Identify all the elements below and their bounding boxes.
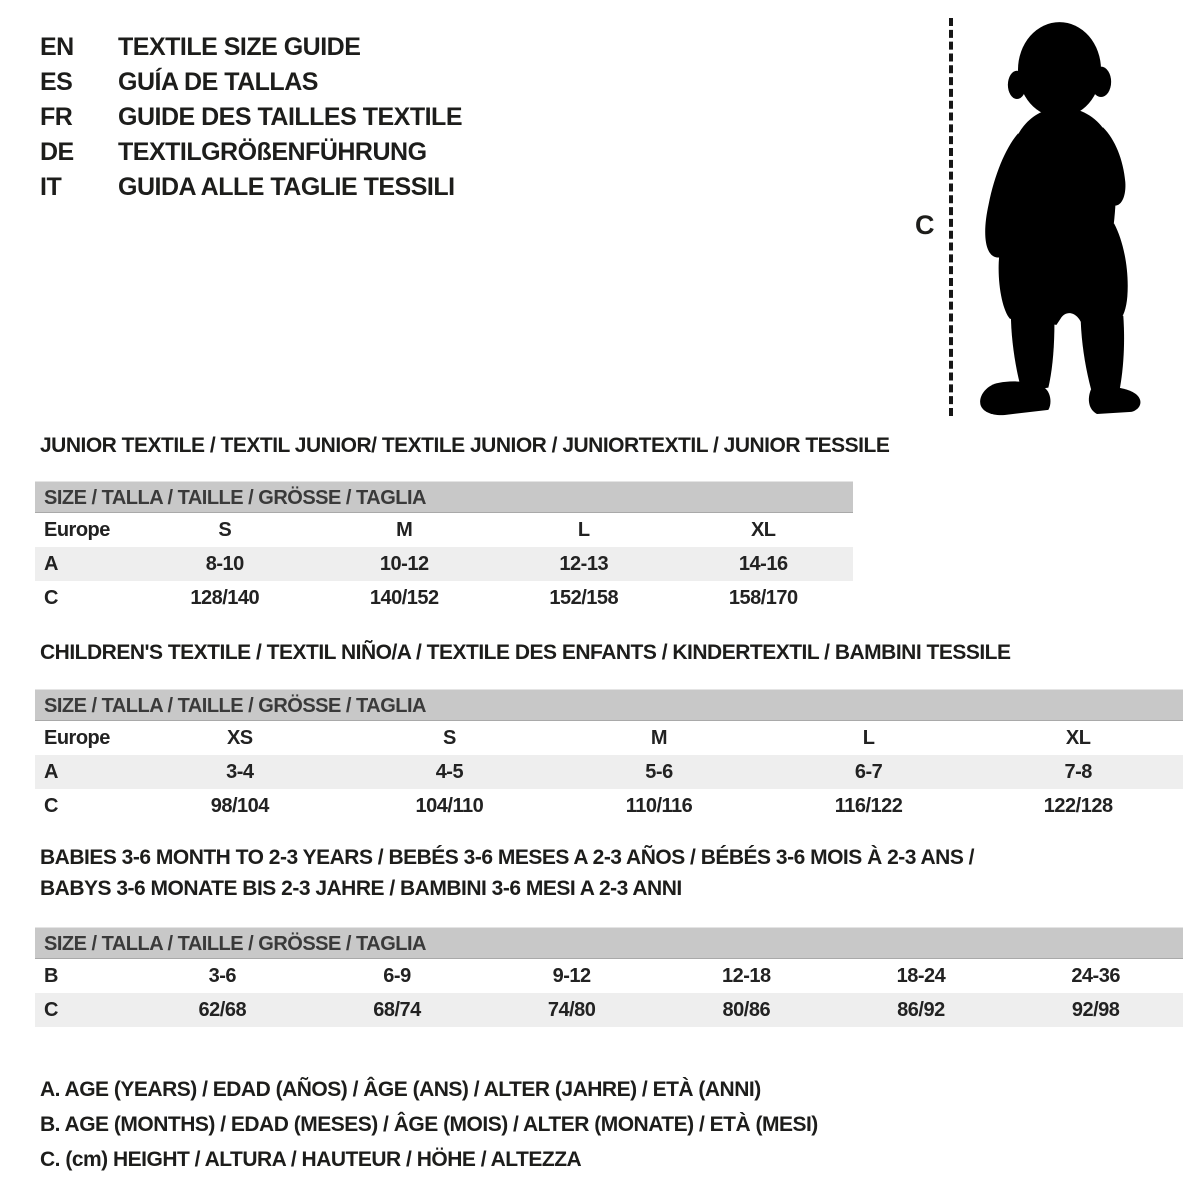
table-cell: 116/122 xyxy=(834,794,903,817)
table-cell: 128/140 xyxy=(190,586,260,609)
language-code: DE xyxy=(40,138,74,166)
table-row xyxy=(35,513,853,547)
legend-line-a: A. AGE (YEARS) / EDAD (AÑOS) / ÂGE (ANS) / ALTER (JAHRE) / ETÀ (ANNI) xyxy=(40,1078,761,1101)
table-row xyxy=(35,993,1183,1027)
table-cell: 18-24 xyxy=(896,964,946,987)
language-code: ES xyxy=(40,68,73,96)
size-table-children xyxy=(35,721,1183,823)
size-header-bar: SIZE / TALLA / TAILLE / GRÖSSE / TAGLIA xyxy=(35,927,1183,959)
size-header-bar: SIZE / TALLA / TAILLE / GRÖSSE / TAGLIA xyxy=(35,481,853,513)
table-cell: 6-9 xyxy=(383,964,411,987)
table-cell: 3-4 xyxy=(226,760,254,783)
table-row xyxy=(35,547,853,581)
size-table-babies xyxy=(35,959,1183,1027)
language-row xyxy=(40,65,462,100)
table-cell: 6-7 xyxy=(854,760,883,783)
height-dashed-line xyxy=(949,18,953,416)
language-code: FR xyxy=(40,103,73,131)
size-table-junior xyxy=(35,513,853,615)
section-title-children: CHILDREN'S TEXTILE / TEXTIL NIÑO/A / TEXTILE DES ENFANTS / KINDERTEXTIL / BAMBINI TESSILE xyxy=(40,641,1011,664)
table-cell: 104/110 xyxy=(415,794,484,817)
language-code: IT xyxy=(40,173,62,201)
table-cell: 8-10 xyxy=(205,552,244,575)
legend-line-c: C. (cm) HEIGHT / ALTURA / HAUTEUR / HÖHE / ALTEZZA xyxy=(40,1148,582,1171)
legend-line-b: B. AGE (MONTHS) / EDAD (MESES) / ÂGE (MOIS) / ALTER (MONATE) / ETÀ (MESI) xyxy=(40,1113,818,1136)
table-cell: 92/98 xyxy=(1071,998,1120,1021)
table-cell: XL xyxy=(1065,726,1091,749)
table-cell: 110/116 xyxy=(625,794,693,817)
row-label: A xyxy=(44,760,58,783)
table-cell: 12-18 xyxy=(721,964,771,987)
table-cell: 98/104 xyxy=(210,794,269,817)
table-cell: M xyxy=(650,726,668,749)
table-cell: 3-6 xyxy=(208,964,237,987)
table-cell: 24-36 xyxy=(1071,964,1120,987)
table-cell: 80/86 xyxy=(722,998,771,1021)
row-label: Europe xyxy=(44,726,110,749)
table-cell: 14-16 xyxy=(738,552,788,575)
section-title-junior: JUNIOR TEXTILE / TEXTIL JUNIOR/ TEXTILE JUNIOR / JUNIORTEXTIL / JUNIOR TESSILE xyxy=(40,434,890,457)
table-cell: 5-6 xyxy=(645,760,673,783)
row-label: C xyxy=(44,998,58,1021)
table-row xyxy=(35,581,853,615)
table-cell: 62/68 xyxy=(198,998,247,1021)
height-measure-label: C xyxy=(915,210,935,240)
table-cell: 12-13 xyxy=(559,552,609,575)
table-cell: 9-12 xyxy=(552,964,591,987)
table-cell: L xyxy=(577,518,590,541)
language-row xyxy=(40,30,462,65)
table-row xyxy=(35,789,1183,823)
table-cell: XL xyxy=(750,518,776,541)
table-cell: 140/152 xyxy=(369,586,439,609)
table-cell: XS xyxy=(226,726,253,749)
row-label: C xyxy=(44,586,58,609)
table-cell: 152/158 xyxy=(549,586,619,609)
table-cell: 158/170 xyxy=(728,586,798,609)
table-cell: L xyxy=(862,726,875,749)
table-cell: 7-8 xyxy=(1064,760,1092,783)
table-cell: S xyxy=(442,726,456,749)
guide-title: GUIDE DES TAILLES TEXTILE xyxy=(118,103,463,131)
section-title-babies-line2: BABYS 3-6 MONATE BIS 2-3 JAHRE / BAMBINI 3-6 MESI A 2-3 ANNI xyxy=(40,877,682,900)
row-label: Europe xyxy=(44,518,110,541)
table-cell: S xyxy=(218,518,232,541)
table-cell: 74/80 xyxy=(547,998,596,1021)
size-header-bar: SIZE / TALLA / TAILLE / GRÖSSE / TAGLIA xyxy=(35,689,1183,721)
language-row xyxy=(40,135,462,170)
language-row xyxy=(40,100,462,135)
table-cell: M xyxy=(396,518,413,541)
table-cell: 68/74 xyxy=(373,998,421,1021)
language-title-list xyxy=(40,30,462,205)
row-label: A xyxy=(44,552,58,575)
toddler-silhouette-icon xyxy=(967,14,1152,419)
section-title-babies: BABIES 3-6 MONTH TO 2-3 YEARS / BEBÉS 3-6 MESES A 2-3 AÑOS / BÉBÉS 3-6 MOIS À 2-3 ANS / xyxy=(40,846,975,869)
language-row xyxy=(40,170,462,205)
guide-title: TEXTILE SIZE GUIDE xyxy=(118,33,361,61)
guide-title: TEXTILGRÖßENFÜHRUNG xyxy=(118,138,427,166)
row-label: B xyxy=(44,964,58,987)
guide-title: GUIDA ALLE TAGLIE TESSILI xyxy=(118,173,455,201)
table-cell: 86/92 xyxy=(897,998,945,1021)
language-code: EN xyxy=(40,33,74,61)
row-label: C xyxy=(44,794,58,817)
table-cell: 122/128 xyxy=(1043,794,1113,817)
height-measure-figure xyxy=(905,14,1165,424)
table-row xyxy=(35,755,1183,789)
table-row xyxy=(35,721,1183,755)
measure-legend xyxy=(40,1072,818,1177)
table-cell: 10-12 xyxy=(379,552,429,575)
guide-title: GUÍA DE TALLAS xyxy=(118,68,318,96)
table-cell: 4-5 xyxy=(435,760,464,783)
table-row xyxy=(35,959,1183,993)
